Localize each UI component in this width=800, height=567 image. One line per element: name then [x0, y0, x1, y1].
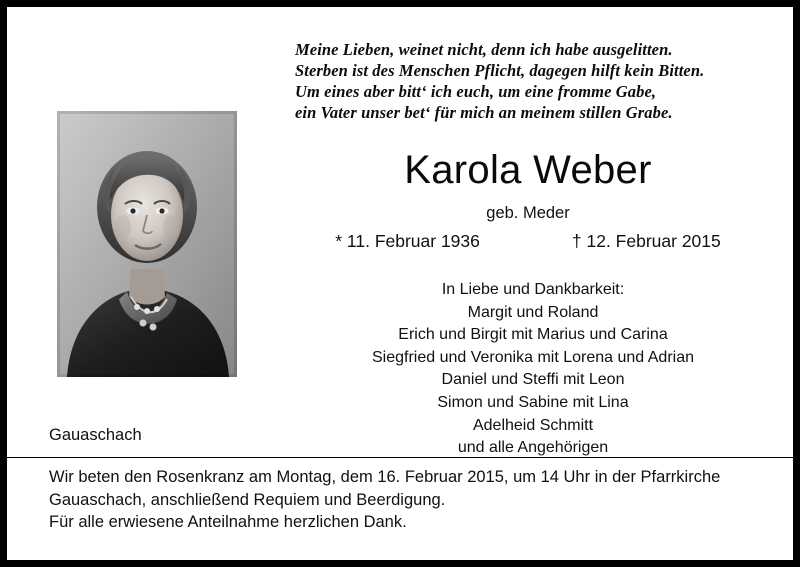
poem-line-3: Um eines aber bitt‘ ich euch, um eine fromme Gabe, [295, 82, 657, 101]
family-member: Siegfried und Veronika mit Lorena und Adrian [372, 348, 694, 366]
family-heading: In Liebe und Dankbarkeit: [441, 281, 625, 298]
funeral-details [49, 466, 769, 534]
funeral-line-3: Für alle erwiesene Anteilnahme herzlichen Dank. [49, 513, 407, 531]
notice-inner [7, 7, 793, 560]
family-block [283, 279, 783, 460]
family-member: Simon und Sabine mit Lina [437, 393, 629, 411]
death-date: † 12. Februar 2015 [571, 231, 721, 251]
place-name: Gauaschach [49, 426, 142, 444]
deceased-name: Karola Weber [404, 148, 652, 192]
horizontal-divider [7, 457, 793, 458]
poem-block [295, 39, 765, 123]
birth-date: * 11. Februar 1936 [335, 231, 480, 251]
portrait-frame [57, 111, 237, 377]
funeral-line-2: Gauaschach, anschließend Requiem und Beerdigung. [49, 490, 446, 509]
poem-line-1: Meine Lieben, weinet nicht, denn ich habe ausgelitten. [295, 40, 673, 59]
family-member: Margit und Roland [467, 303, 599, 321]
funeral-line-1: Wir beten den Rosenkranz am Montag, dem 16. Februar 2015, um 14 Uhr in der Pfarrkirche [49, 468, 721, 486]
maiden-name: geb. Meder [486, 204, 570, 222]
life-dates [283, 231, 773, 252]
poem-line-2: Sterben ist des Menschen Pflicht, dagegen hilft kein Bitten. [295, 61, 705, 80]
family-member: und alle Angehörigen [457, 439, 609, 457]
family-member: Adelheid Schmitt [472, 416, 594, 434]
poem-line-4: ein Vater unser bet‘ für mich an meinem stillen Grabe. [295, 103, 673, 122]
portrait-photo [57, 111, 237, 377]
family-member: Erich und Birgit mit Marius und Carina [398, 326, 668, 344]
family-member: Daniel und Steffi mit Leon [441, 371, 625, 389]
